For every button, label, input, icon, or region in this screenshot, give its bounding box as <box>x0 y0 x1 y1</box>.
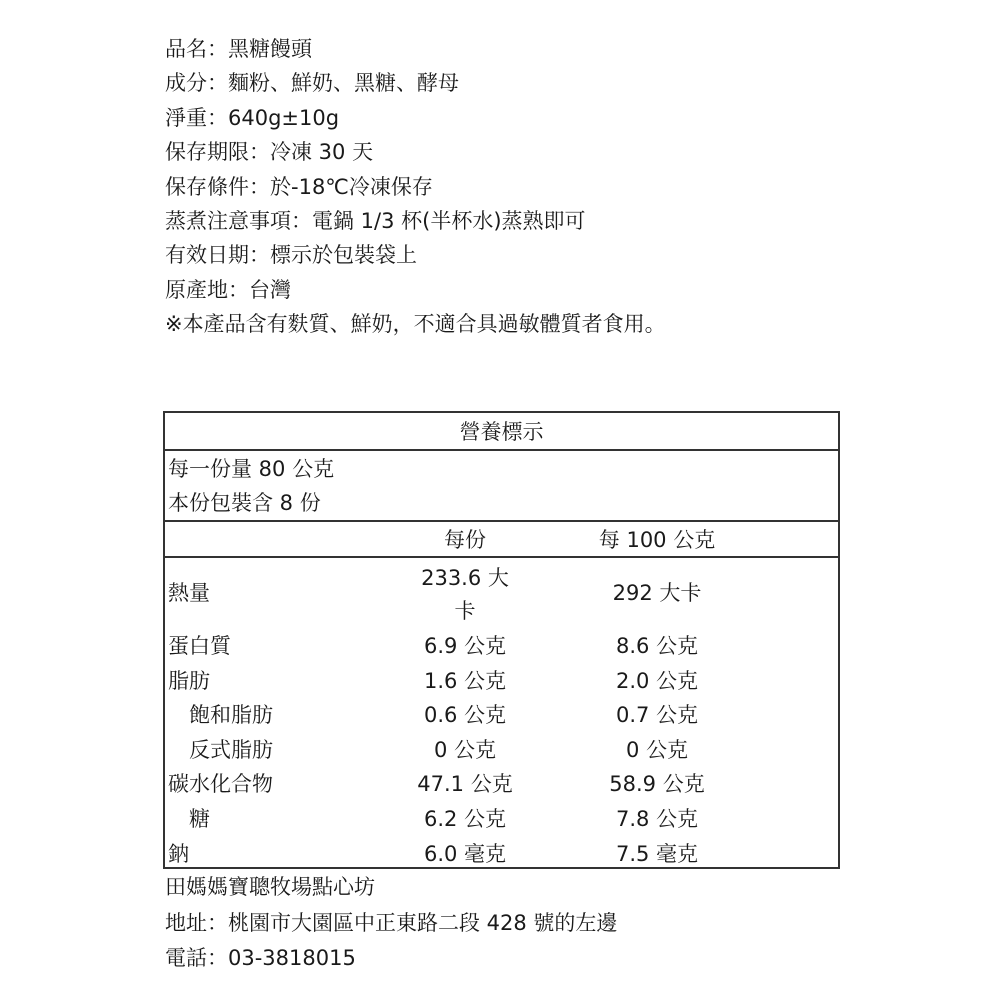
origin: 原產地：台灣 <box>165 277 291 302</box>
energy-serving: 233.6 大 <box>421 566 509 590</box>
address: 地址：桃園市大園區中正東路二段 428 號的左邊 <box>165 910 618 935</box>
col-per100: 每 100 公克 <box>598 528 716 552</box>
servings-per-pack: 本份包裝含 8 份 <box>168 491 321 515</box>
energy-label: 熱量 <box>168 581 210 605</box>
nutrient-per100: 2.0 公克 <box>615 668 699 693</box>
footer <box>165 870 617 977</box>
storage: 保存條件：於-18℃冷凍保存 <box>165 174 433 199</box>
nutrient-name: 反式脂肪 <box>168 737 273 762</box>
nutrient-name: 飽和脂肪 <box>168 703 273 728</box>
nutrient-serving: 1.6 公克 <box>423 668 507 693</box>
nutrient-name: 鈉 <box>168 841 189 866</box>
allergen-warning: ※本產品含有麩質、鮮奶，不適合具過敏體質者食用。 <box>165 312 666 337</box>
product-name: 品名：黑糖饅頭 <box>165 37 312 61</box>
phone: 電話：03-3818015 <box>165 946 356 970</box>
net-weight: 淨重：640g±10g <box>165 105 340 130</box>
nutrient-serving: 6.2 公克 <box>423 807 507 831</box>
energy-per100: 292 大卡 <box>612 581 702 605</box>
shop-name: 田媽媽寶聰牧場點心坊 <box>165 875 375 899</box>
nutrient-serving: 47.1 公克 <box>417 772 513 797</box>
nutrient-name: 碳水化合物 <box>168 772 273 797</box>
product-info <box>165 32 666 342</box>
nutrition-table <box>163 411 840 869</box>
nutrient-per100: 58.9 公克 <box>609 772 705 797</box>
shelf-life: 保存期限：冷凍 30 天 <box>165 140 374 165</box>
serving-size: 每一份量 80 公克 <box>168 457 335 481</box>
nutrition-title: 營養標示 <box>459 420 544 444</box>
energy-serving-unit: 卡 <box>454 599 476 623</box>
nutrient-name: 蛋白質 <box>168 634 231 658</box>
col-serving: 每份 <box>444 528 486 552</box>
nutrient-per100: 7.8 公克 <box>615 807 699 831</box>
nutrient-per100: 7.5 毫克 <box>615 841 699 866</box>
nutrient-serving: 0 公克 <box>433 737 497 762</box>
nutrient-per100: 8.6 公克 <box>615 634 699 658</box>
nutrient-serving: 6.0 毫克 <box>423 841 507 866</box>
cooking-notes: 蒸煮注意事項：電鍋 1/3 杯(半杯水)蒸熟即可 <box>165 209 586 234</box>
nutrient-serving: 0.6 公克 <box>423 703 507 728</box>
nutrient-name: 糖 <box>168 807 210 831</box>
nutrient-name: 脂肪 <box>168 668 210 693</box>
nutrient-per100: 0.7 公克 <box>615 703 699 728</box>
expiry: 有效日期：標示於包裝袋上 <box>165 243 417 268</box>
divider <box>165 449 838 451</box>
divider <box>165 520 838 522</box>
nutrient-serving: 6.9 公克 <box>423 634 507 658</box>
nutrient-per100: 0 公克 <box>625 737 689 762</box>
divider <box>165 556 838 558</box>
ingredients: 成分：麵粉、鮮奶、黑糖、酵母 <box>165 71 459 96</box>
